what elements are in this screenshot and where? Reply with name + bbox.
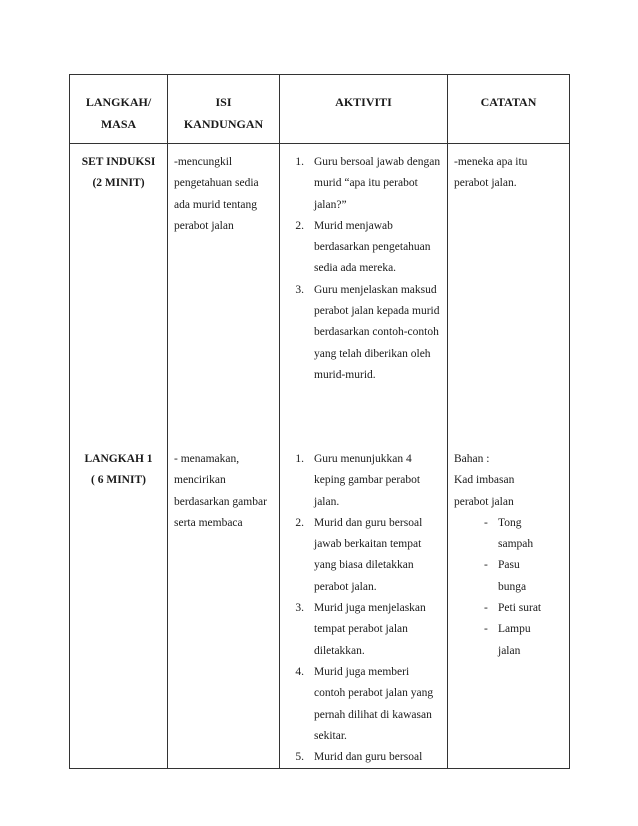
aktiviti-set-induksi	[290, 144, 441, 449]
isi-line: -mencungkil	[174, 156, 233, 168]
isi-line: berdasarkan gambar	[174, 495, 267, 508]
catatan-line: -meneka apa itu	[454, 156, 528, 168]
isi-line: - menamakan,	[174, 453, 240, 465]
item-number: 3.	[295, 283, 304, 296]
dash-marker: -	[484, 559, 488, 572]
item-line: bunga	[498, 580, 527, 593]
aktiviti-item	[290, 747, 441, 768]
item-line: pernah dilihat di kawasan	[314, 708, 432, 721]
dash-marker: -	[484, 623, 488, 636]
header-isi-kandungan	[168, 75, 280, 144]
catatan-cell	[448, 144, 570, 769]
aktiviti-langkah-1	[290, 449, 441, 768]
item-line: jalan?”	[314, 198, 347, 211]
item-line: yang biasa diletakkan	[314, 559, 414, 572]
item-number: 1.	[295, 156, 304, 168]
isi-line: perabot jalan	[174, 219, 234, 232]
aktiviti-item	[290, 280, 441, 386]
aktiviti-item	[290, 598, 441, 662]
item-line: jalan.	[314, 495, 340, 508]
item-line: contoh perabot jalan yang	[314, 687, 434, 700]
header-catatan-label: CATATAN	[480, 95, 537, 109]
header-aktiviti	[280, 75, 448, 144]
item-line: Tong	[498, 516, 522, 529]
item-line: perabot jalan kepada murid	[314, 305, 440, 318]
item-number: 2.	[295, 516, 304, 529]
lesson-plan-table	[69, 74, 570, 769]
item-line: keping gambar perabot	[314, 474, 421, 487]
item-line: diletakkan.	[314, 644, 365, 657]
step-cell	[70, 144, 168, 769]
item-number: 3.	[295, 602, 304, 615]
item-line: sampah	[498, 538, 534, 551]
item-line: berdasarkan contoh-contoh	[314, 326, 439, 339]
item-line: berdasarkan pengetahuan	[314, 241, 431, 254]
aktiviti-item	[290, 662, 441, 747]
item-number: 5.	[295, 751, 304, 764]
step-langkah-1	[70, 449, 167, 492]
isi-set-induksi	[174, 144, 279, 449]
item-line: Pasu	[498, 559, 520, 572]
item-line: Murid dan guru bersoal	[314, 751, 423, 764]
isi-line: pengetahuan sedia	[174, 177, 259, 190]
step-title: LANGKAH 1	[84, 453, 153, 465]
item-line: sekitar.	[314, 729, 347, 742]
header-kandungan: KANDUNGAN	[183, 117, 264, 131]
catatan-line: perabot jalan	[454, 495, 514, 508]
header-isi: ISI	[215, 95, 232, 109]
item-line: Murid juga menjelaskan	[314, 602, 426, 615]
table-row	[70, 144, 570, 769]
aktiviti-item	[290, 513, 441, 598]
header-catatan	[448, 75, 570, 144]
item-line: murid-murid.	[314, 368, 376, 381]
header-langkah-masa	[70, 75, 168, 144]
dash-marker: -	[484, 602, 488, 615]
catatan-line: Bahan :	[454, 453, 490, 465]
item-line: Murid dan guru bersoal	[314, 516, 423, 529]
catatan-item	[454, 598, 569, 619]
header-row	[70, 75, 570, 144]
dash-marker: -	[484, 516, 488, 529]
catatan-langkah-1	[454, 449, 569, 662]
isi-line: mencirikan	[174, 474, 226, 487]
item-line: Lampu	[498, 623, 531, 636]
aktiviti-item	[290, 152, 441, 216]
item-line: tempat perabot jalan	[314, 623, 408, 636]
catatan-item	[454, 513, 569, 556]
item-line: sedia ada mereka.	[314, 262, 397, 275]
item-number: 2.	[295, 219, 304, 232]
item-line: murid “apa itu perabot	[314, 177, 418, 190]
item-line: yang telah diberikan oleh	[314, 347, 431, 360]
header-langkah: LANGKAH/	[85, 95, 152, 109]
item-line: jalan	[498, 644, 521, 657]
step-time: (2 MINIT)	[92, 177, 145, 190]
item-line: Guru menjelaskan maksud	[314, 283, 437, 296]
catatan-line: Kad imbasan	[454, 474, 515, 487]
item-line: Guru menunjukkan 4	[314, 453, 412, 465]
aktiviti-item	[290, 216, 441, 280]
step-title: SET INDUKSI	[81, 156, 156, 168]
step-time: ( 6 MINIT)	[91, 474, 146, 487]
catatan-set-induksi	[454, 144, 569, 449]
isi-cell	[168, 144, 280, 769]
step-set-induksi	[70, 144, 167, 449]
header-masa: MASA	[100, 117, 137, 131]
catatan-line: perabot jalan.	[454, 177, 517, 190]
item-line: Guru bersoal jawab dengan	[314, 156, 441, 168]
item-number: 4.	[295, 665, 304, 678]
header-aktiviti-label: AKTIVITI	[335, 95, 392, 109]
catatan-item	[454, 555, 569, 598]
item-line: Murid juga memberi	[314, 665, 410, 678]
item-line: Murid menjawab	[314, 219, 393, 232]
catatan-list	[454, 513, 569, 662]
item-number: 1.	[295, 453, 304, 465]
isi-line: serta membaca	[174, 516, 243, 529]
item-line: jawab berkaitan tempat	[314, 538, 422, 551]
isi-line: ada murid tentang	[174, 198, 258, 211]
catatan-item	[454, 619, 569, 662]
item-line: Peti surat	[498, 602, 542, 615]
isi-langkah-1	[174, 449, 279, 534]
aktiviti-item	[290, 449, 441, 513]
item-line: perabot jalan.	[314, 580, 377, 593]
aktiviti-cell	[280, 144, 448, 769]
